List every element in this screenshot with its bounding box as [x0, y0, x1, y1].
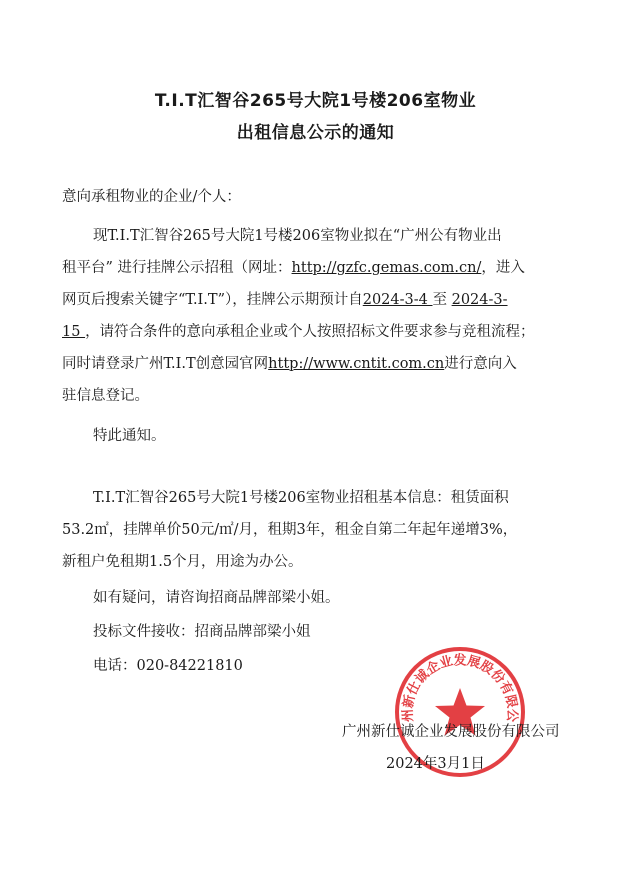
salutation: 意向承租物业的企业/个人：	[62, 189, 241, 205]
para1-line-4	[62, 320, 535, 341]
gzfc-link[interactable]: http://gzfc.gemas.com.cn/	[291, 260, 482, 276]
para1-line-2	[62, 256, 525, 277]
date-separator: 至	[432, 292, 452, 308]
para1-line-6: 驻信息登记。	[62, 388, 149, 404]
para1-line-2-text: 租平台” 进行挂牌公示招租（网址：	[62, 260, 292, 276]
phone-line: 电话：020-84221810	[93, 658, 243, 674]
end-date-part-1: 2024-3-	[451, 292, 508, 308]
signature-company: 广州新仕诚企业发展股份有限公司	[342, 724, 560, 740]
end-date-part-2: 15	[62, 324, 86, 340]
notice-end: 特此通知。	[93, 428, 166, 444]
para1-line-5-tail: 进行意向入	[444, 356, 517, 372]
para1-line-1: 现T.I.T汇智谷265号大院1号楼206室物业拟在“广州公有物业出	[93, 228, 502, 244]
para2-line-1: T.I.T汇智谷265号大院1号楼206室物业招租基本信息：租赁面积	[93, 490, 509, 506]
inquiry-line: 如有疑问，请咨询招商品牌部梁小姐。	[93, 590, 340, 606]
para1-line-2-tail: ，进入	[481, 260, 525, 276]
para2-line-2: 53.2㎡，挂牌单价50元/㎡/月，租期3年，租金自第二年起年递增3%，	[62, 522, 518, 538]
para2-line-3: 新租户免租期1.5个月，用途为办公。	[62, 554, 303, 570]
para1-line-5-text: 同时请登录广州T.I.T创意园官网	[62, 356, 269, 372]
seal-text-path: 州新仕诚企业发展股份有限公	[400, 653, 520, 723]
para1-line-3-text: 网页后搜索关键字“T.I.T”），挂牌公示期预计自	[62, 292, 363, 308]
signature-date: 2024年3月1日	[386, 756, 485, 772]
title-line-2: 出租信息公示的通知	[236, 123, 395, 143]
para1-line-5	[62, 352, 517, 373]
para1-line-4-text: ，请符合条件的意向承租企业或个人按照招标文件要求参与竞租流程；	[85, 324, 535, 340]
submission-line: 投标文件接收：招商品牌部梁小姐	[93, 624, 311, 640]
para1-line-3	[62, 288, 508, 309]
start-date: 2024-3-4	[362, 292, 433, 308]
title-line-1: T.I.T汇智谷265号大院1号楼206室物业	[154, 91, 477, 111]
cntit-link[interactable]: http://www.cntit.com.cn	[268, 356, 445, 372]
